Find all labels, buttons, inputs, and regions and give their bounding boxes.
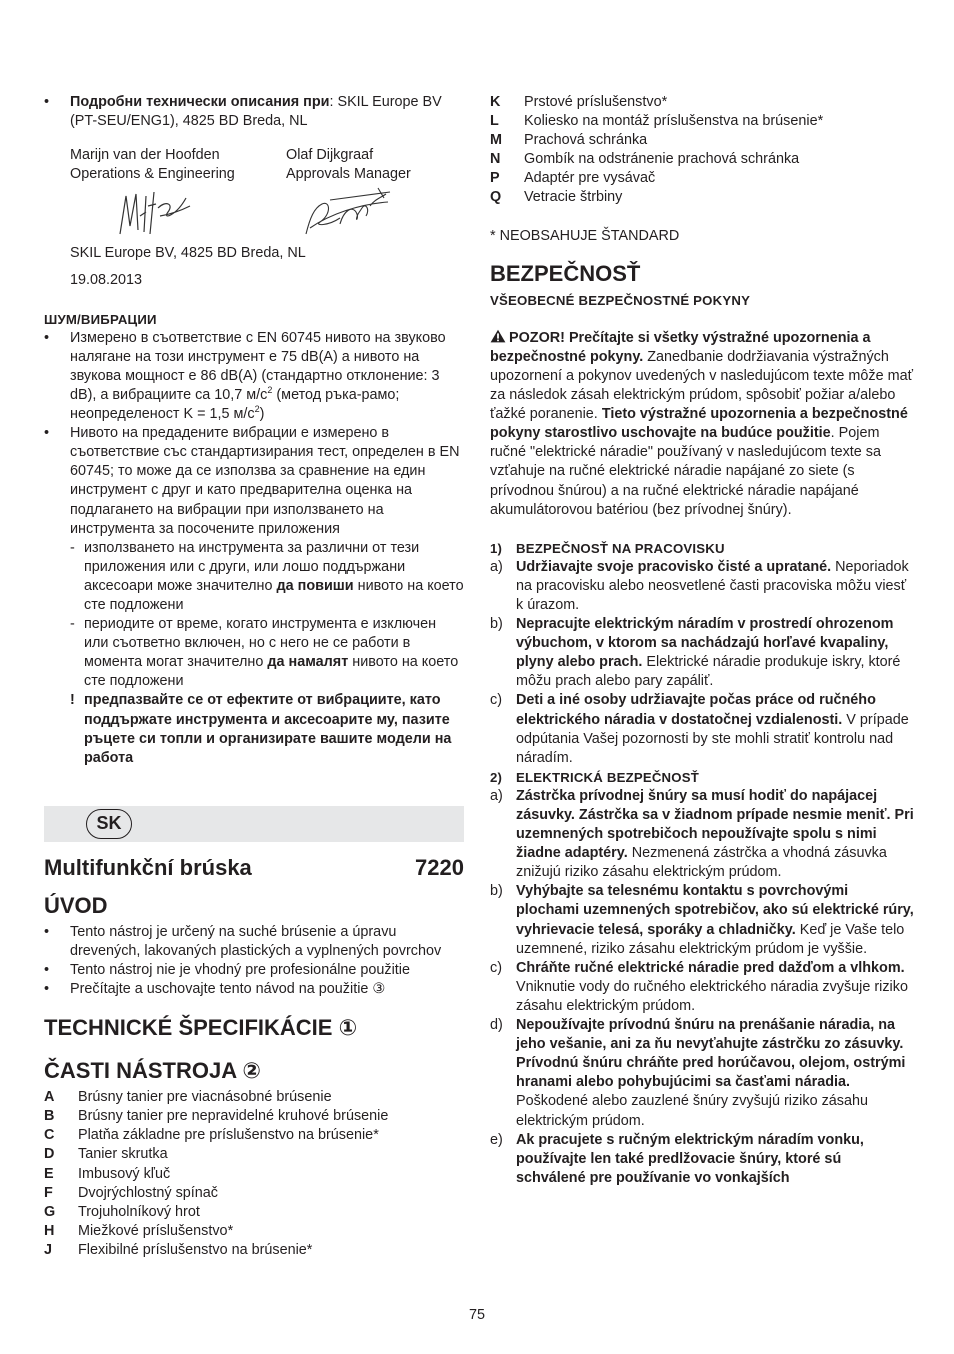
parts-heading: ČASTI NÁSTROJA ②	[44, 1058, 262, 1084]
right-column	[490, 93, 914, 1188]
noise-vibration-heading: ШУМ/ВИБРАЦИИ	[44, 311, 157, 327]
language-badge: SK	[86, 809, 132, 839]
part-item: N Gombík na odstránenie prachová schránka	[490, 151, 800, 168]
intro-item: • Tento nástroj je určený na suché brúsenie a úpravu drevených, lakovaných plastických a vyplnených povrchov	[44, 923, 464, 961]
signatory-1-name: Marijn van der Hoofden	[70, 147, 220, 164]
part-item: D Tanier skrutka	[44, 1146, 168, 1163]
section-2-item-a: a) Zástrčka prívodnej šnúry sa musí hodiť do napájacej zásuvky. Zástrčka sa v žiadnom prípade nesmie meniť. Pri uzemnených spotrebičoch nepoužívajte spolu s nimi žiadne adaptéry. Nezmenená zástrčka a vhodná zásuvka znižujú riziko zásahu elektrickým prúdom.	[490, 787, 914, 881]
section-1-heading: 1) BEZPEČNOSŤ NA PRACOVISKU	[490, 540, 725, 556]
signatory-1-role: Operations & Engineering	[70, 166, 235, 183]
section-2-item-c: c) Chráňte ručné elektrické náradie pred dažďom a vlhkom. Vniknutie vody do ručného elektrického náradia zvyšuje riziko zásahu elektrickým prúdom.	[490, 959, 908, 1014]
page-number: 75	[468, 1307, 485, 1323]
product-title	[44, 854, 464, 882]
part-item: E Imbusový kľuč	[44, 1165, 171, 1182]
company-address: SKIL Europe BV, 4825 BD Breda, NL	[70, 245, 306, 262]
section-2-heading: 2) ELEKTRICKÁ BEZPEČNOSŤ	[490, 769, 699, 785]
signature-2-image	[300, 184, 396, 240]
noise-dash-1: - използването на инструмента за различни от тези приложения или с други, или лошо поддържани аксесоари може значително да повиши нивото на което сте подложени	[70, 539, 464, 613]
part-item: C Platňa základne pre príslušenstvo na brúsenie*	[44, 1127, 379, 1144]
product-name: Multifunkční brúska	[44, 854, 252, 880]
part-item: Q Vetracie štrbiny	[490, 189, 623, 206]
part-item: J Flexibilné príslušenstvo na brúsenie*	[44, 1241, 313, 1258]
part-item: B Brúsny tanier pre nepravidelné kruhové brúsenie	[44, 1108, 389, 1125]
section-2-item-b: b) Vyhýbajte sa telesnému kontaktu s povrchovými plochami uzemnených spotrebičov, ako sú elektrické rúry, vyhrievacie telesá, sporáky a chladničky. Keď je Vaše telo uzemnené, riziko zásahu elektrickým prúdom je vyššie.	[490, 883, 914, 957]
part-item: F Dvojrýchlostný spínač	[44, 1184, 218, 1201]
intro-heading: ÚVOD	[44, 892, 108, 918]
part-item: H Miežkové príslušenstvo*	[44, 1222, 234, 1239]
parts-list-right	[490, 93, 914, 208]
not-standard-note: * NEOBSAHUJE ŠTANDARD	[490, 227, 680, 244]
general-warning-paragraph: POZOR! Prečítajte si všetky výstražné upozornenia a bezpečnostné pokyny. Zanedbanie dodržiavania výstražných upozornení a pokynov uvedených v nasledujúcom texte môže mať za následok zásah elektrickým prúdom, spôsobiť požiar a/alebo ťažké poranenie. Tieto výstražné upozornenia a bezpečnostné pokyny starostlivo uschovajte na budúce použitie. Pojem ručné "elektrické náradie" používaný v nasledujúcom texte sa vzťahuje na ručné elektrické náradie napájané zo siete (s prívodnou šnúrou) a na ručné elektrické náradie napájané akumulátorovou batériou (bez prívodnej šnúry).	[490, 329, 913, 518]
tech-spec-heading: TECHNICKÉ ŠPECIFIKÁCIE ①	[44, 1015, 358, 1041]
parts-list-left	[44, 1088, 464, 1260]
signatures	[44, 184, 464, 244]
noise-bullet-2: • Нивото на предадените вибрации е измерено в съответствие със стандартизирания тест, определен в EN 60745; то може да се използва за сравнение на един инструмент с друг и като предварителна оценка на подлагането на вибрации при използването на инструмента за посочените приложения	[44, 424, 464, 539]
signatory-2-name: Olaf Dijkgraaf	[286, 147, 374, 164]
warning-triangle-icon	[490, 329, 506, 343]
signatories	[44, 146, 464, 184]
intro-item: • Prečítajte a uschovajte tento návod na použitie ③	[44, 980, 464, 999]
noise-bullet-1: • Измерено в съответствие с EN 60745 нивото на звуково налягане на този инструмент е 75 dB(A) а нивото на звукова мощност е 86 dB(A) (стандартно отклонение: 3 dB), а вибрациите са 10,7 $м/с^2$ (метод ръка-рамо; неопределеност K = 1,5 $м/с^2$)	[44, 329, 464, 424]
section-1-item-a: a) Udržiavajte svoje pracovisko čisté a upratané. Neporiadok na pracovisku alebo neosvetlené časti pracoviska môžu viesť k úrazom.	[490, 558, 909, 613]
part-item: K Prstové príslušenstvo*	[490, 94, 668, 110]
general-safety-heading: VŠEOBECNÉ BEZPEČNOSTNÉ POKYNY	[490, 292, 751, 308]
noise-dash-2: - периодите от време, когато инструмента е изключен или съответно включен, но с него не се работи в момента могат значително да намалят нивото на което сте подложени	[70, 616, 459, 690]
intro-list	[44, 923, 464, 999]
part-item: A Brúsny tanier pre viacnásobné brúsenie	[44, 1089, 332, 1106]
section-1-item-b: b) Nepracujte elektrickým náradím v prostredí ohrozenom výbuchom, v ktorom sa nachádzajú horľavé kvapaliny, plyny alebo prach. Elektrické náradie produkuje iskry, ktoré môžu prach alebo pary zapáliť.	[490, 616, 901, 690]
part-item: M Prachová schránka	[490, 132, 648, 149]
section-2-item-d: d) Nepoužívajte prívodnú šnúru na prenášanie náradia, na jeho vešanie, ani za ňu nevyťahujte zástrčku zo zásuvky. Prívodnú šnúru chráňte pred horúčavou, olejom, ostrými hranami alebo pohybujúcimi sa časťami náradia. Poškodené alebo zauzlené šnúry zvyšujú riziko zásahu elektrickým prúdom.	[490, 1017, 906, 1129]
section-1-item-c: c) Deti a iné osoby udržiavajte počas práce od ručného elektrického náradia v dostatočnej vzdialenosti. V prípade odpútania Vašej pozornosti by ste mohli stratiť kontrolu nad náradím.	[490, 692, 909, 766]
tech-description-bullet: • Подробни технически описания при: SKIL Europe BV (PT-SEU/ENG1), 4825 BD Breda, NL	[44, 93, 464, 131]
declaration-date: 19.08.2013	[70, 272, 143, 289]
section-2-item-e: e) Ak pracujete s ručným elektrickým náradím vonku, používajte len také predlžovacie šnúry, ktoré sú schválené pre používanie vo vonkajších	[490, 1131, 864, 1186]
product-number: 7220	[415, 854, 464, 880]
part-item: G Trojuholníkový hrot	[44, 1203, 200, 1220]
signatory-2-role: Approvals Manager	[286, 166, 411, 183]
left-column	[44, 93, 464, 1260]
language-band	[44, 806, 464, 842]
signature-1-image	[116, 186, 192, 240]
intro-item: • Tento nástroj nie je vhodný pre profesionálne použitie	[44, 961, 464, 980]
part-item: P Adaptér pre vysávač	[490, 170, 656, 187]
vibration-warning: ! предпазвайте се от ефектите от вибрациите, като поддържате инструмента и аксесоарите му, пазите ръцете си топли и организирате вашите модели на работа	[70, 692, 452, 766]
part-item: L Koliesko na montáž príslušenstva na brúsenie*	[490, 113, 824, 130]
safety-heading: BEZPEČNOSŤ	[490, 260, 641, 286]
